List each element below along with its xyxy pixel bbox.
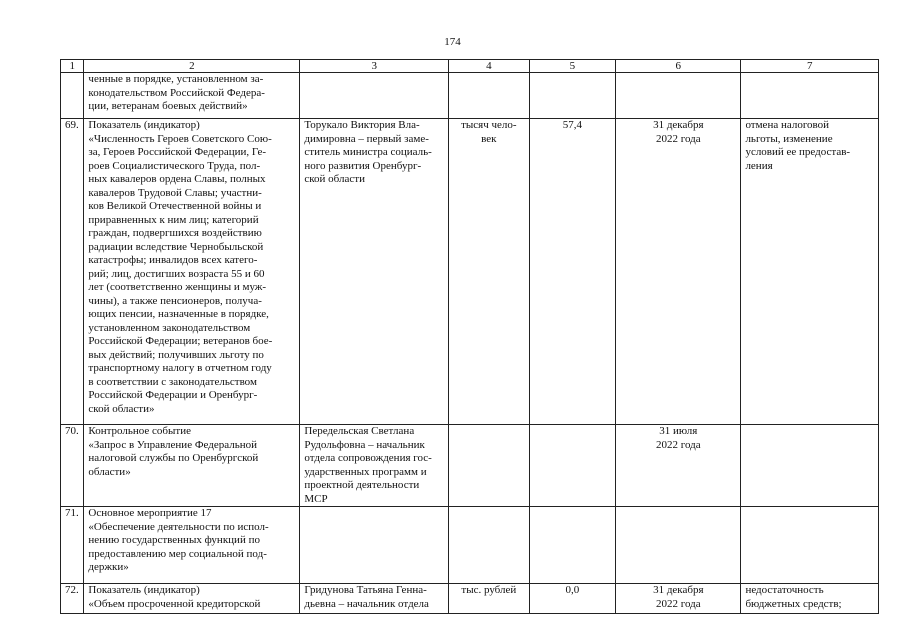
description-line: ных кавалеров ордена Славы, полных	[88, 173, 266, 185]
deadline-line: 2022 года	[655, 132, 701, 145]
description-line: вых действий; получивших льготу по	[88, 348, 264, 361]
description-line: граждан, подвергшихся воздействию	[88, 227, 262, 239]
note-cell	[741, 507, 879, 584]
value-cell	[529, 425, 616, 507]
unit-cell	[449, 584, 529, 614]
description-line: области»	[88, 465, 131, 478]
description-line: «Запрос в Управление Федеральной	[88, 438, 257, 451]
responsible-line: ской области	[304, 173, 365, 185]
column-number: 5	[529, 60, 616, 73]
description-line: приравненных к ним лиц; категорий	[88, 213, 259, 226]
row-number-cell: 72.	[61, 584, 84, 614]
note-line: недостаточность	[745, 584, 824, 596]
responsible-cell	[300, 425, 449, 507]
column-number: 6	[616, 60, 741, 73]
unit-cell	[449, 73, 529, 119]
row-number-cell: 70.	[61, 425, 84, 507]
description-line: рий; лиц, достигших возраста 55 и 60	[88, 267, 265, 280]
responsible-line: Передельская Светлана	[304, 425, 415, 437]
description-line: Основное мероприятие 17	[88, 507, 212, 519]
column-number: 1	[61, 60, 84, 73]
note-line: условий ее предостав-	[745, 146, 851, 158]
responsible-line: димировна – первый заме-	[304, 132, 429, 145]
responsible-line: ститель министра социаль-	[304, 146, 432, 158]
column-number: 4	[449, 60, 529, 73]
description-line: чины), а также пенсионеров, получа-	[88, 294, 262, 307]
deadline-cell	[616, 584, 741, 614]
responsible-line: Гридунова Татьяна Генна-	[304, 584, 427, 596]
note-line: отмена налоговой	[745, 119, 830, 131]
note-line: ления	[745, 159, 773, 172]
description-cell	[84, 73, 300, 119]
description-line: «Объем просроченной кредиторской	[88, 597, 261, 610]
responsible-line: отдела сопровождения гос-	[304, 452, 432, 464]
value-cell	[529, 73, 616, 119]
description-line: за, Героев Российской Федерации, Ге-	[88, 146, 266, 158]
description-line: ченные в порядке, установленном за-	[88, 73, 264, 85]
column-number: 7	[741, 60, 879, 73]
responsible-line: проектной деятельности	[304, 479, 420, 491]
column-number: 2	[84, 60, 300, 73]
description-line: Российской Федерации; ветеранов бое-	[88, 335, 273, 347]
responsible-cell	[300, 73, 449, 119]
unit-cell	[449, 119, 529, 425]
description-line: держки»	[88, 561, 129, 573]
description-line: ции, ветеранам боевых действий»	[88, 100, 248, 112]
table-row	[61, 73, 879, 119]
description-line: Российской Федерации и Оренбург-	[88, 389, 258, 401]
description-line: установленном законодательством	[88, 321, 251, 334]
unit-cell	[449, 425, 529, 507]
note-line: бюджетных средств;	[745, 597, 842, 610]
responsible-cell	[300, 119, 449, 425]
deadline-line: 2022 года	[655, 597, 701, 610]
description-line: лет (соответственно женщины и муж-	[88, 281, 267, 293]
deadline-line: 31 июля	[659, 425, 698, 437]
description-line: Показатель (индикатор)	[88, 119, 200, 131]
description-line: роев Социалистического Труда, пол-	[88, 159, 261, 172]
table-row	[61, 584, 879, 614]
description-line: радиации вследствие Чернобыльской	[88, 240, 264, 253]
plan-table	[60, 59, 879, 614]
description-line: «Численность Героев Советского Сою-	[88, 132, 272, 145]
description-cell	[84, 584, 300, 614]
deadline-cell	[616, 119, 741, 425]
description-line: «Обеспечение деятельности по испол-	[88, 520, 269, 533]
unit-line: век	[481, 132, 497, 145]
description-line: налоговой службы по Оренбургской	[88, 452, 259, 464]
description-line: ской области»	[88, 402, 155, 415]
description-line: Показатель (индикатор)	[88, 584, 200, 596]
description-line: транспортному налогу в отчетном году	[88, 362, 272, 374]
description-line: ков Великой Отечественной войны и	[88, 200, 262, 212]
note-cell	[741, 119, 879, 425]
responsible-cell	[300, 507, 449, 584]
note-cell	[741, 584, 879, 614]
row-number-cell: 71.	[61, 507, 84, 584]
description-line: нению государственных функций по	[88, 534, 260, 546]
note-cell	[741, 73, 879, 119]
description-line: катастрофы; инвалидов всех катего-	[88, 254, 258, 266]
description-line: конодательством Российской Федера-	[88, 86, 265, 99]
unit-line: тыс. рублей	[461, 584, 517, 596]
deadline-line: 31 декабря	[653, 119, 704, 131]
responsible-line: ного развития Оренбург-	[304, 159, 422, 172]
note-cell	[741, 425, 879, 507]
deadline-line: 2022 года	[655, 438, 701, 451]
description-line: Контрольное событие	[88, 425, 191, 437]
column-number: 3	[300, 60, 449, 73]
table-row	[61, 507, 879, 584]
description-cell	[84, 425, 300, 507]
value-cell: 0,0	[529, 584, 616, 614]
deadline-line: 31 декабря	[653, 584, 704, 596]
description-line: предоставлению мер социальной под-	[88, 547, 267, 560]
table-row	[61, 425, 879, 507]
deadline-cell	[616, 425, 741, 507]
unit-line: тысяч чело-	[461, 119, 517, 131]
responsible-cell	[300, 584, 449, 614]
description-line: ющих пенсии, назначенные в порядке,	[88, 308, 269, 320]
table-row	[61, 119, 879, 425]
value-cell	[529, 507, 616, 584]
description-cell	[84, 119, 300, 425]
responsible-line: Рудольфовна – начальник	[304, 438, 425, 451]
page-number: 174	[444, 36, 461, 48]
row-number-cell: 69.	[61, 119, 84, 425]
column-number-row	[61, 60, 879, 73]
description-line: в соответствии с законодательством	[88, 375, 257, 388]
responsible-line: МСР	[304, 492, 328, 505]
unit-cell	[449, 507, 529, 584]
description-cell	[84, 507, 300, 584]
responsible-line: ударственных программ и	[304, 465, 427, 478]
description-line: кавалеров Трудовой Славы; участни-	[88, 186, 262, 199]
value-cell: 57,4	[529, 119, 616, 425]
note-line: льготы, изменение	[745, 132, 833, 145]
deadline-cell	[616, 507, 741, 584]
responsible-line: Торукало Виктория Вла-	[304, 119, 420, 131]
deadline-cell	[616, 73, 741, 119]
row-number-cell	[61, 73, 84, 119]
responsible-line: дьевна – начальник отдела	[304, 597, 429, 610]
